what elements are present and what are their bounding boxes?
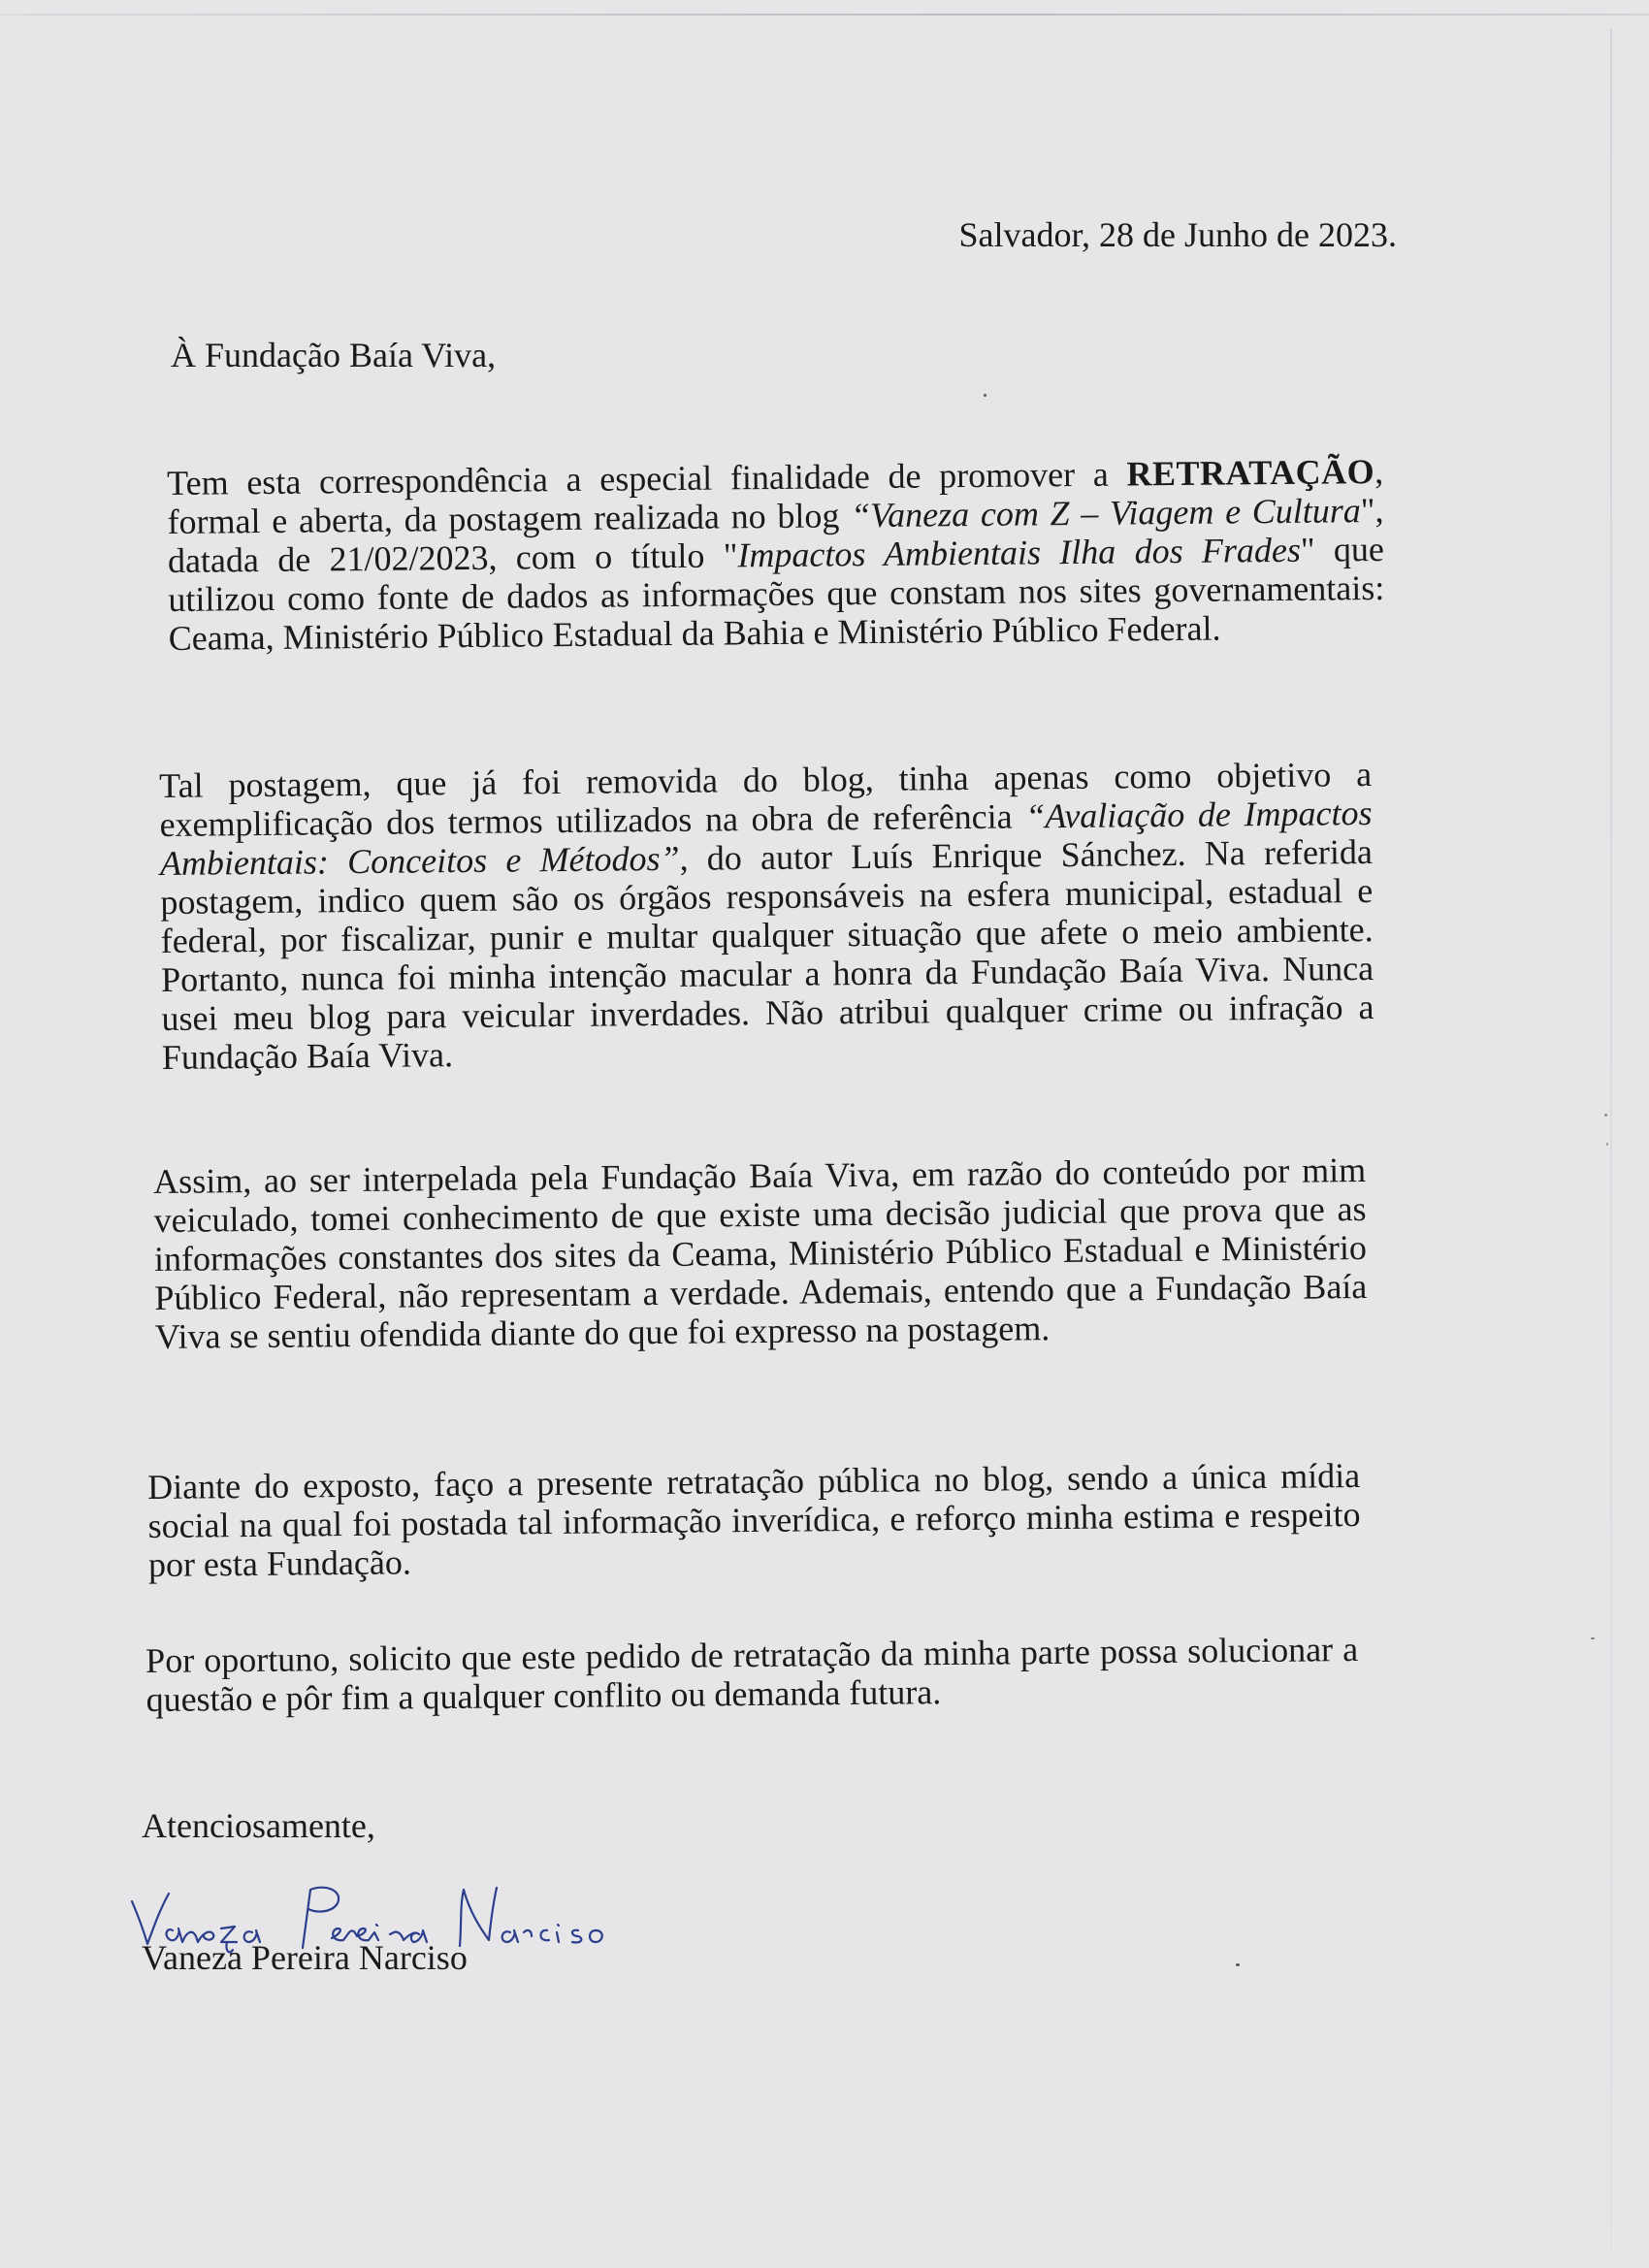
scan-speck xyxy=(1604,1114,1607,1117)
paragraph-1-text: , formal e aberta, da postagem realizada no blog xyxy=(167,451,1384,541)
paragraph-1-text: ", datada de 21/02/2023, com o título " xyxy=(167,490,1384,580)
blog-name: “Vaneza com Z – Viagem e Cultura xyxy=(850,491,1362,535)
letter-closing: Atenciosamente, xyxy=(142,1806,375,1845)
paragraph-1-text: Tem esta correspondência a especial finalidade de promover a xyxy=(167,454,1127,502)
scan-speck xyxy=(1591,1637,1595,1639)
scan-speck xyxy=(1236,1963,1240,1966)
signer-name: Vaneza Pereira Narciso xyxy=(142,1938,468,1977)
scan-top-edge xyxy=(0,14,1649,16)
paragraph-post-purpose xyxy=(159,755,1374,1077)
post-title: Impactos Ambientais Ilha dos Frades xyxy=(737,530,1302,575)
letter-date: Salvador, 28 de Junho de 2023. xyxy=(958,215,1397,254)
scan-speck xyxy=(984,394,986,397)
letter-salutation: À Fundação Baía Viva, xyxy=(171,336,497,374)
paragraph-judicial-decision: Assim, ao ser interpelada pela Fundação Baía Viva, em razão do conteúdo por mim veiculado, tomei conhecimento de que existe uma decisão judicial que prova que as informações constantes dos sites da Ceama, Ministério Público Estadual e Ministério Público Federal, não representam a verdade. Ademais, entendo que a Fundação Baía Viva se sentiu ofendida diante do que foi expresso na postagem. xyxy=(153,1150,1368,1356)
paragraph-public-retraction: Diante do exposto, faço a presente retratação pública no blog, sendo a única mídia social na qual foi postada tal informação inverídica, e reforço minha estima e respeito por esta Fundação. xyxy=(147,1456,1361,1584)
scan-speck xyxy=(1606,1143,1608,1146)
paragraph-retraction-intro xyxy=(167,452,1385,658)
paragraph-2-text: , do autor Luís Enrique Sánchez. Na referida postagem, indico quem são os órgãos responsáveis na esfera municipal, estadual e federal, por fiscalizar, punir e multar qualquer situação que afete o meio ambiente. Portanto, nunca foi minha intenção macular a honra da Fundação Baía Viva. Nunca usei meu blog para veicular inverdades. Não atribui qualquer crime ou infração a Fundação Baía Viva. xyxy=(160,831,1374,1077)
paragraph-1-text: " que utilizou como fonte de dados as informações que constam nos sites governamentais: Ceama, Ministério Público Estadual da Bahia e Ministério Público Federal. xyxy=(168,529,1385,658)
paragraph-2-text: Tal postagem, que já foi removida do blog, tinha apenas como objetivo a exemplificação dos termos utilizados na obra de referência xyxy=(159,755,1373,844)
paragraph-resolution-request: Por oportuno, solicito que este pedido de retratação da minha parte possa solucionar a questão e pôr fim a qualquer conflito ou demanda futura. xyxy=(146,1630,1359,1719)
reference-book-title: “Avaliação de Impactos Ambientais: Conceitos e Métodos” xyxy=(159,793,1373,883)
retraction-keyword: RETRATAÇÃO xyxy=(1126,452,1375,494)
scan-right-edge xyxy=(1610,29,1612,2251)
